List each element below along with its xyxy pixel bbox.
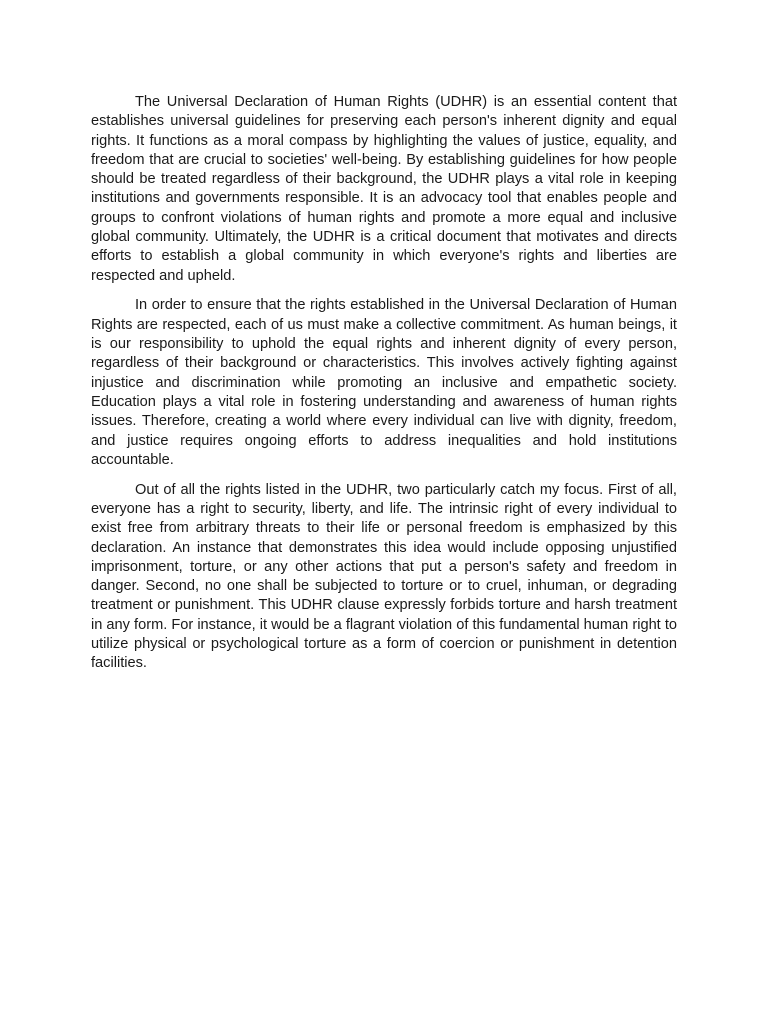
paragraph-1: The Universal Declaration of Human Rights (UDHR) is an essential content that establishes universal guidelines for preserving each person's inherent dignity and equal rights. It functions as a moral compass by highlighting the values of justice, equality, and freedom that are crucial to societies' well-being. By establishing guidelines for how people should be treated regardless of their background, the UDHR plays a vital role in keeping institutions and governments responsible. It is an advocacy tool that enables people and groups to confront violations of human rights and promote a more equal and inclusive global community. Ultimately, the UDHR is a critical document that motivates and directs efforts to establish a global community in which everyone's rights and liberties are respected and upheld. [91, 94, 677, 284]
document-body [91, 93, 677, 684]
paragraph-2: In order to ensure that the rights established in the Universal Declaration of Human Rights are respected, each of us must make a collective commitment. As human beings, it is our responsibility to uphold the equal rights and inherent dignity of every person, regardless of their background or characteristics. This involves actively fighting against injustice and discrimination while promoting an inclusive and empathetic society. Education plays a vital role in fostering understanding and awareness of human rights issues. Therefore, creating a world where every individual can live with dignity, freedom, and justice requires ongoing efforts to address inequalities and hold institutions accountable. [91, 297, 677, 468]
paragraph-3: Out of all the rights listed in the UDHR, two particularly catch my focus. First of all, everyone has a right to security, liberty, and life. The intrinsic right of every individual to exist free from arbitrary threats to their life or personal freedom is emphasized by this declaration. An instance that demonstrates this idea would include opposing unjustified imprisonment, torture, or any other actions that put a person's safety and freedom in danger. Second, no one shall be subjected to torture or to cruel, inhuman, or degrading treatment or punishment. This UDHR clause expressly forbids torture and harsh treatment in any form. For instance, it would be a flagrant violation of this fundamental human right to utilize physical or psychological torture as a form of coercion or punishment in detention facilities. [91, 481, 677, 672]
